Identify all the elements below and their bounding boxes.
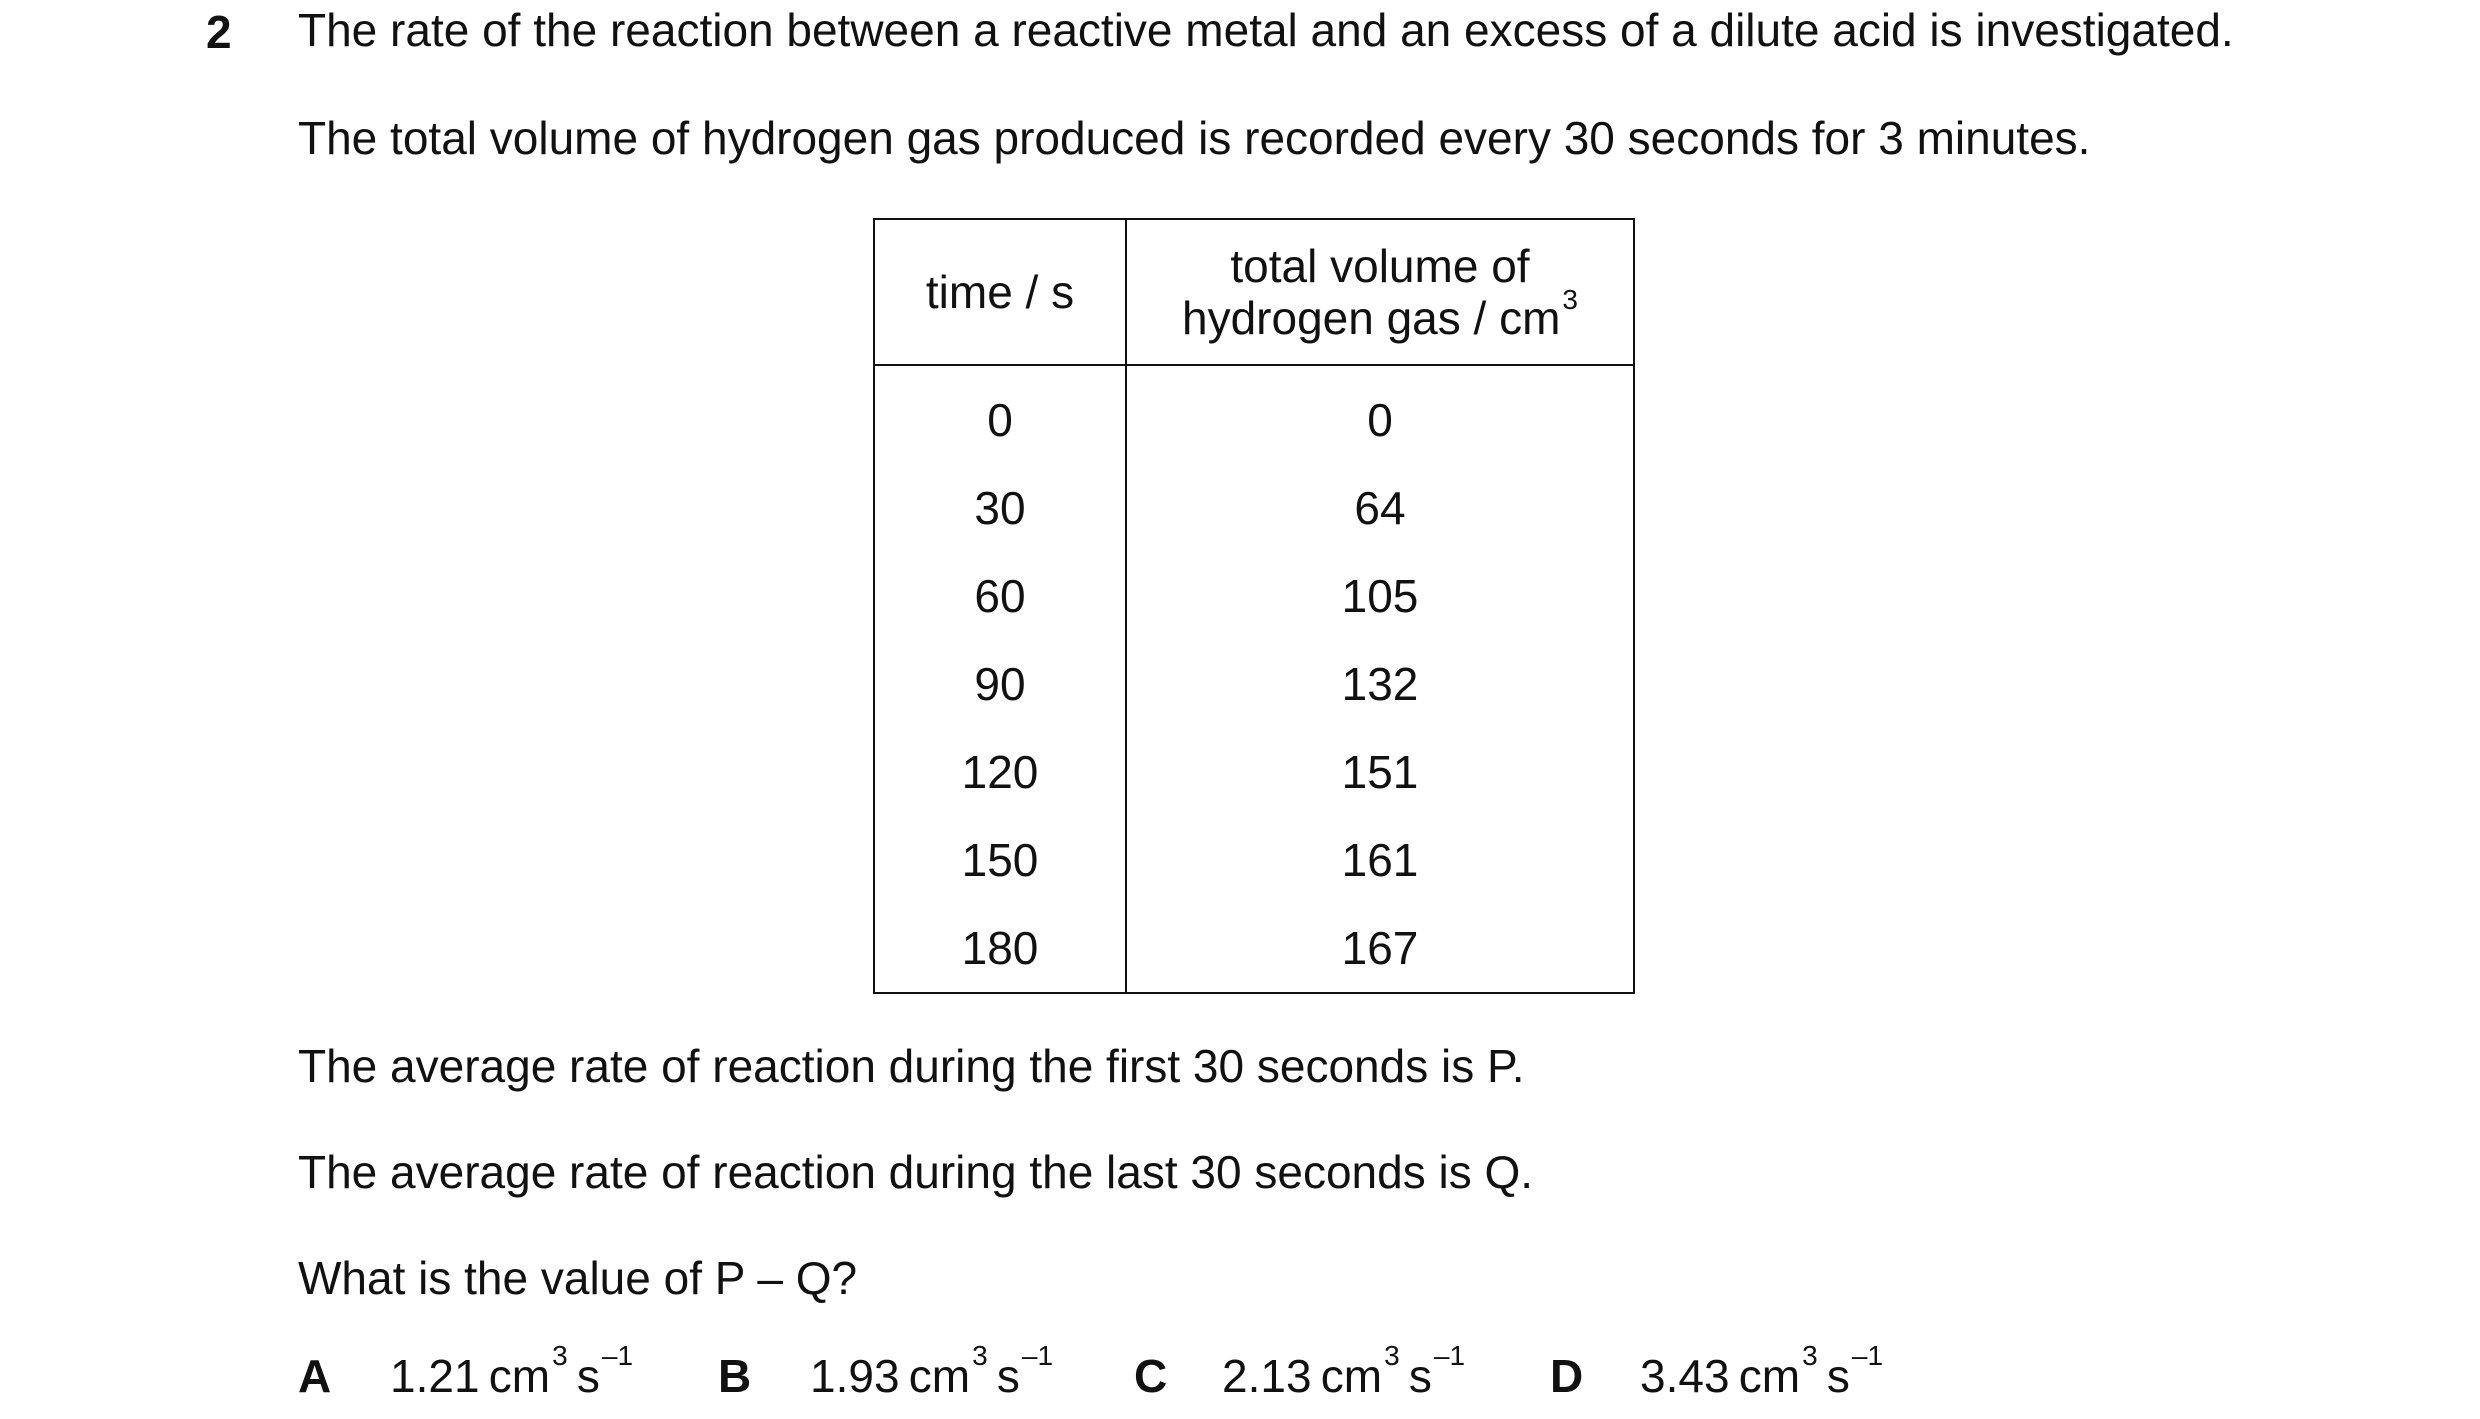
option-sup-cm: 3 <box>1802 1340 1818 1371</box>
volume-value: 161 <box>1341 834 1419 886</box>
header-time <box>874 219 1126 365</box>
option-sup-s: –1 <box>1433 1340 1466 1371</box>
header-volume-sup: 3 <box>1562 284 1578 315</box>
option-value <box>810 1340 1054 1404</box>
time-value: 0 <box>987 394 1013 446</box>
time-value: 90 <box>974 658 1026 710</box>
volume-value: 64 <box>1354 482 1406 534</box>
volume-cell <box>1126 728 1634 816</box>
time-value: 60 <box>974 570 1026 622</box>
option-value <box>1640 1340 1884 1404</box>
option-number: 3.43 <box>1640 1350 1730 1402</box>
table-header-row <box>874 219 1634 365</box>
option-unit-cm: cm <box>1320 1350 1383 1402</box>
option-number: 2.13 <box>1222 1350 1312 1402</box>
table-row <box>874 552 1634 640</box>
question-prompt: What is the value of P – Q? <box>298 1252 858 1304</box>
option-sup-cm: 3 <box>1384 1340 1400 1371</box>
option-unit-s: s <box>1826 1350 1850 1402</box>
time-value: 30 <box>974 482 1026 534</box>
option-sup-s: –1 <box>1021 1340 1054 1371</box>
table-row <box>874 365 1634 464</box>
table-row <box>874 464 1634 552</box>
volume-cell <box>1126 640 1634 728</box>
option-letter: B <box>718 1350 752 1402</box>
option-unit-s: s <box>576 1350 600 1402</box>
option-sup-cm: 3 <box>552 1340 568 1371</box>
time-value: 180 <box>961 922 1039 974</box>
volume-value: 151 <box>1341 746 1419 798</box>
header-volume <box>1126 219 1634 365</box>
option-unit-cm: cm <box>488 1350 551 1402</box>
statement-p: The average rate of reaction during the first 30 seconds is P. <box>298 1040 1525 1092</box>
option-unit-cm: cm <box>908 1350 971 1402</box>
data-table <box>873 218 1635 994</box>
time-cell <box>874 365 1126 464</box>
option-letter: A <box>298 1350 332 1402</box>
table-row <box>874 640 1634 728</box>
time-cell <box>874 728 1126 816</box>
volume-value: 0 <box>1367 394 1393 446</box>
option-value <box>1222 1340 1466 1404</box>
time-value: 120 <box>961 746 1039 798</box>
volume-cell <box>1126 552 1634 640</box>
time-cell <box>874 552 1126 640</box>
volume-value: 167 <box>1341 922 1419 974</box>
table-row <box>874 728 1634 816</box>
header-time-label: time / s <box>925 266 1075 318</box>
header-volume-line1: total volume of <box>1230 240 1530 292</box>
volume-cell <box>1126 816 1634 904</box>
question-measurement: The total volume of hydrogen gas produced is recorded every 30 seconds for 3 minutes. <box>298 112 2091 164</box>
table-row <box>874 816 1634 904</box>
volume-value: 105 <box>1341 570 1419 622</box>
option-letter: C <box>1134 1350 1168 1402</box>
question-number: 2 <box>206 6 232 58</box>
option-sup-s: –1 <box>1851 1340 1884 1371</box>
option-unit-s: s <box>996 1350 1020 1402</box>
option-number: 1.93 <box>810 1350 900 1402</box>
table-row <box>874 904 1634 993</box>
statement-q: The average rate of reaction during the last 30 seconds is Q. <box>298 1146 1534 1198</box>
volume-cell <box>1126 464 1634 552</box>
time-cell <box>874 464 1126 552</box>
option-unit-s: s <box>1408 1350 1432 1402</box>
time-cell <box>874 816 1126 904</box>
option-letter: D <box>1550 1350 1584 1402</box>
option-value <box>390 1340 634 1404</box>
volume-cell <box>1126 365 1634 464</box>
time-cell <box>874 640 1126 728</box>
header-volume-line2: hydrogen gas / cm <box>1182 292 1561 344</box>
time-cell <box>874 904 1126 993</box>
option-sup-cm: 3 <box>972 1340 988 1371</box>
option-sup-s: –1 <box>601 1340 634 1371</box>
time-value: 150 <box>961 834 1039 886</box>
option-unit-cm: cm <box>1738 1350 1801 1402</box>
option-number: 1.21 <box>390 1350 480 1402</box>
volume-value: 132 <box>1341 658 1419 710</box>
question-intro: The rate of the reaction between a reactive metal and an excess of a dilute acid is investigated. <box>298 4 2234 56</box>
volume-cell <box>1126 904 1634 993</box>
